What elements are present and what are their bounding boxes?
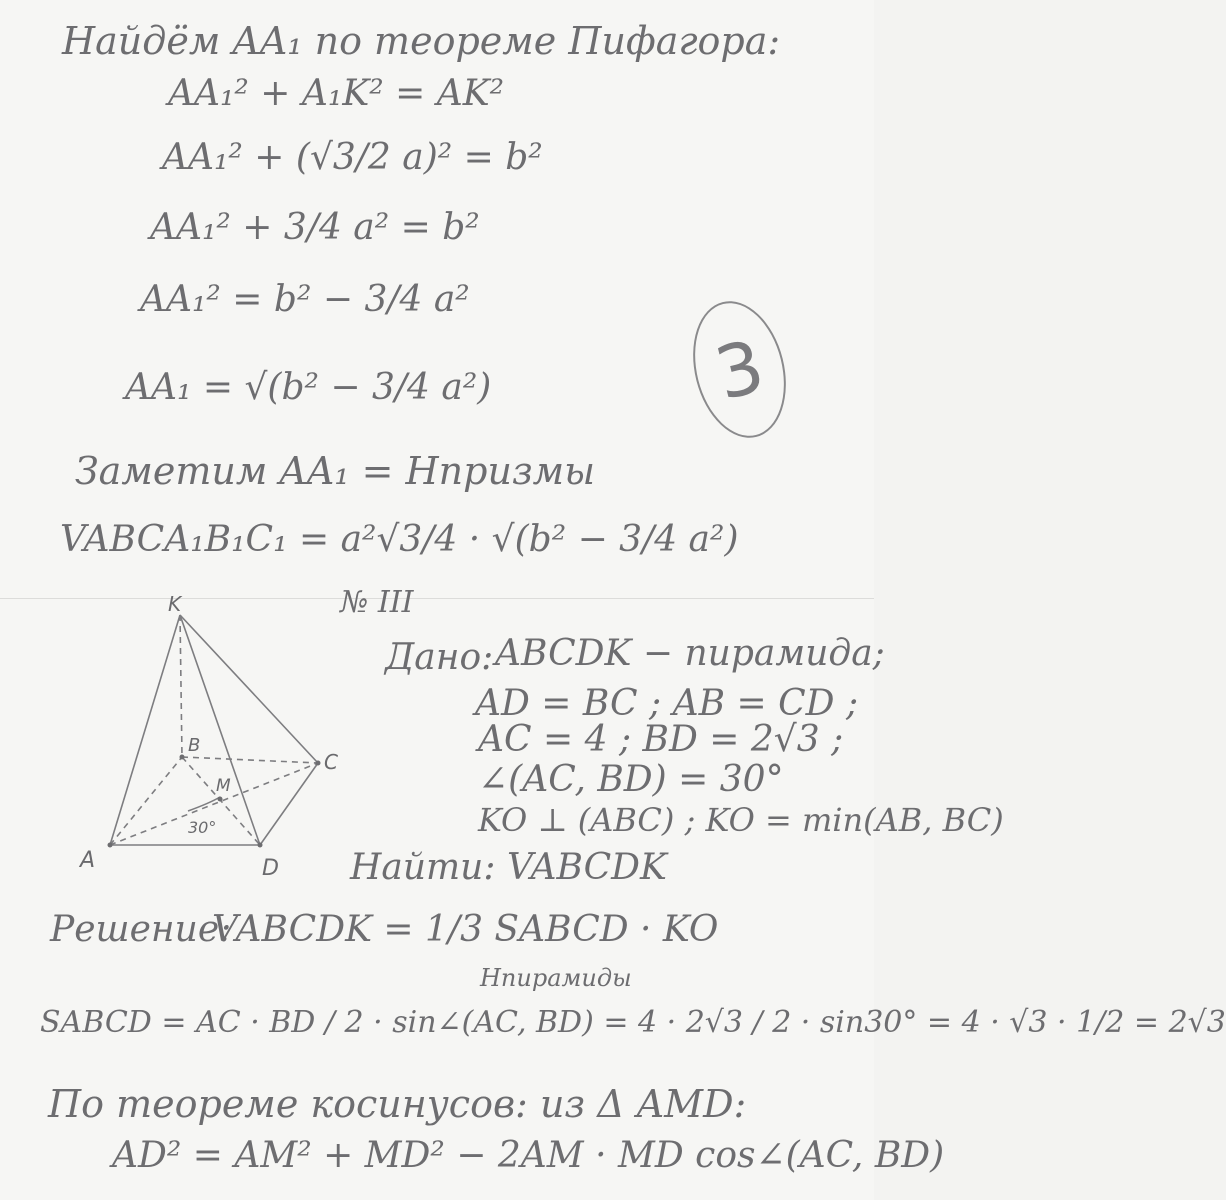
given-title: Дано: bbox=[385, 637, 494, 678]
solution-label: Решение: bbox=[50, 909, 232, 950]
cosine-heading: По теореме косинусов: из Δ AMD: bbox=[48, 1082, 747, 1126]
pyramid-height-note: Hпирамиды bbox=[480, 964, 632, 992]
heading-pythagoras: Найдём AA₁ по теореме Пифагора: bbox=[62, 19, 781, 63]
cosine-equation: AD² = AM² + MD² − 2AM · MD cos∠(AC, BD) bbox=[112, 1135, 945, 1176]
given-line-2: AD = BC ; AB = CD ; bbox=[475, 683, 859, 724]
given-line-5: KO ⊥ (ABC) ; KO = min(AB, BC) bbox=[478, 801, 1004, 839]
equation-5: AA₁ = √(b² − 3/4 a²) bbox=[125, 367, 492, 408]
edge-BC bbox=[182, 757, 318, 763]
problem-number: № III bbox=[340, 585, 414, 620]
area-calculation: SABCD = AC · BD / 2 · sin∠(AC, BD) = 4 · 2√3 / 2 · sin30° = 4 · √3 · 1/2 = 2√3 bbox=[40, 1005, 1226, 1040]
paper-fold bbox=[0, 598, 874, 599]
edge-KA bbox=[110, 615, 180, 845]
find-line: Найти: VABCDK bbox=[350, 847, 667, 888]
label-K: K bbox=[168, 592, 182, 616]
equation-1: AA₁² + A₁K² = AK² bbox=[168, 73, 505, 114]
given-line-4: ∠(AC, BD) = 30° bbox=[478, 759, 784, 800]
solution-formula: VABCDK = 1/3 SABCD · KO bbox=[212, 909, 719, 950]
label-D: D bbox=[262, 856, 279, 881]
given-line-3: AC = 4 ; BD = 2√3 ; bbox=[478, 719, 844, 760]
equation-4: AA₁² = b² − 3/4 a² bbox=[140, 279, 470, 320]
edge-KB bbox=[180, 615, 182, 757]
equation-2: AA₁² + (√3/2 a)² = b² bbox=[162, 137, 543, 178]
label-M: M bbox=[216, 776, 231, 796]
label-C: C bbox=[324, 750, 338, 774]
label-A: A bbox=[80, 848, 96, 873]
label-angle: 30° bbox=[188, 818, 217, 837]
pyramid-figure bbox=[70, 592, 370, 885]
edge-AB bbox=[110, 757, 182, 845]
edge-KD bbox=[180, 615, 260, 845]
label-B: B bbox=[188, 735, 201, 756]
edge-DC bbox=[260, 763, 318, 845]
given-line-1: ABCDK − пирамида; bbox=[495, 633, 885, 674]
prism-volume: VABCA₁B₁C₁ = a²√3/4 · √(b² − 3/4 a²) bbox=[60, 519, 739, 560]
note-prism-height: Заметим AA₁ = Hпризмы bbox=[75, 449, 596, 493]
edge-KC bbox=[180, 615, 318, 763]
grade-mark: 3 bbox=[680, 291, 800, 447]
equation-3: AA₁² + 3/4 a² = b² bbox=[150, 207, 480, 248]
